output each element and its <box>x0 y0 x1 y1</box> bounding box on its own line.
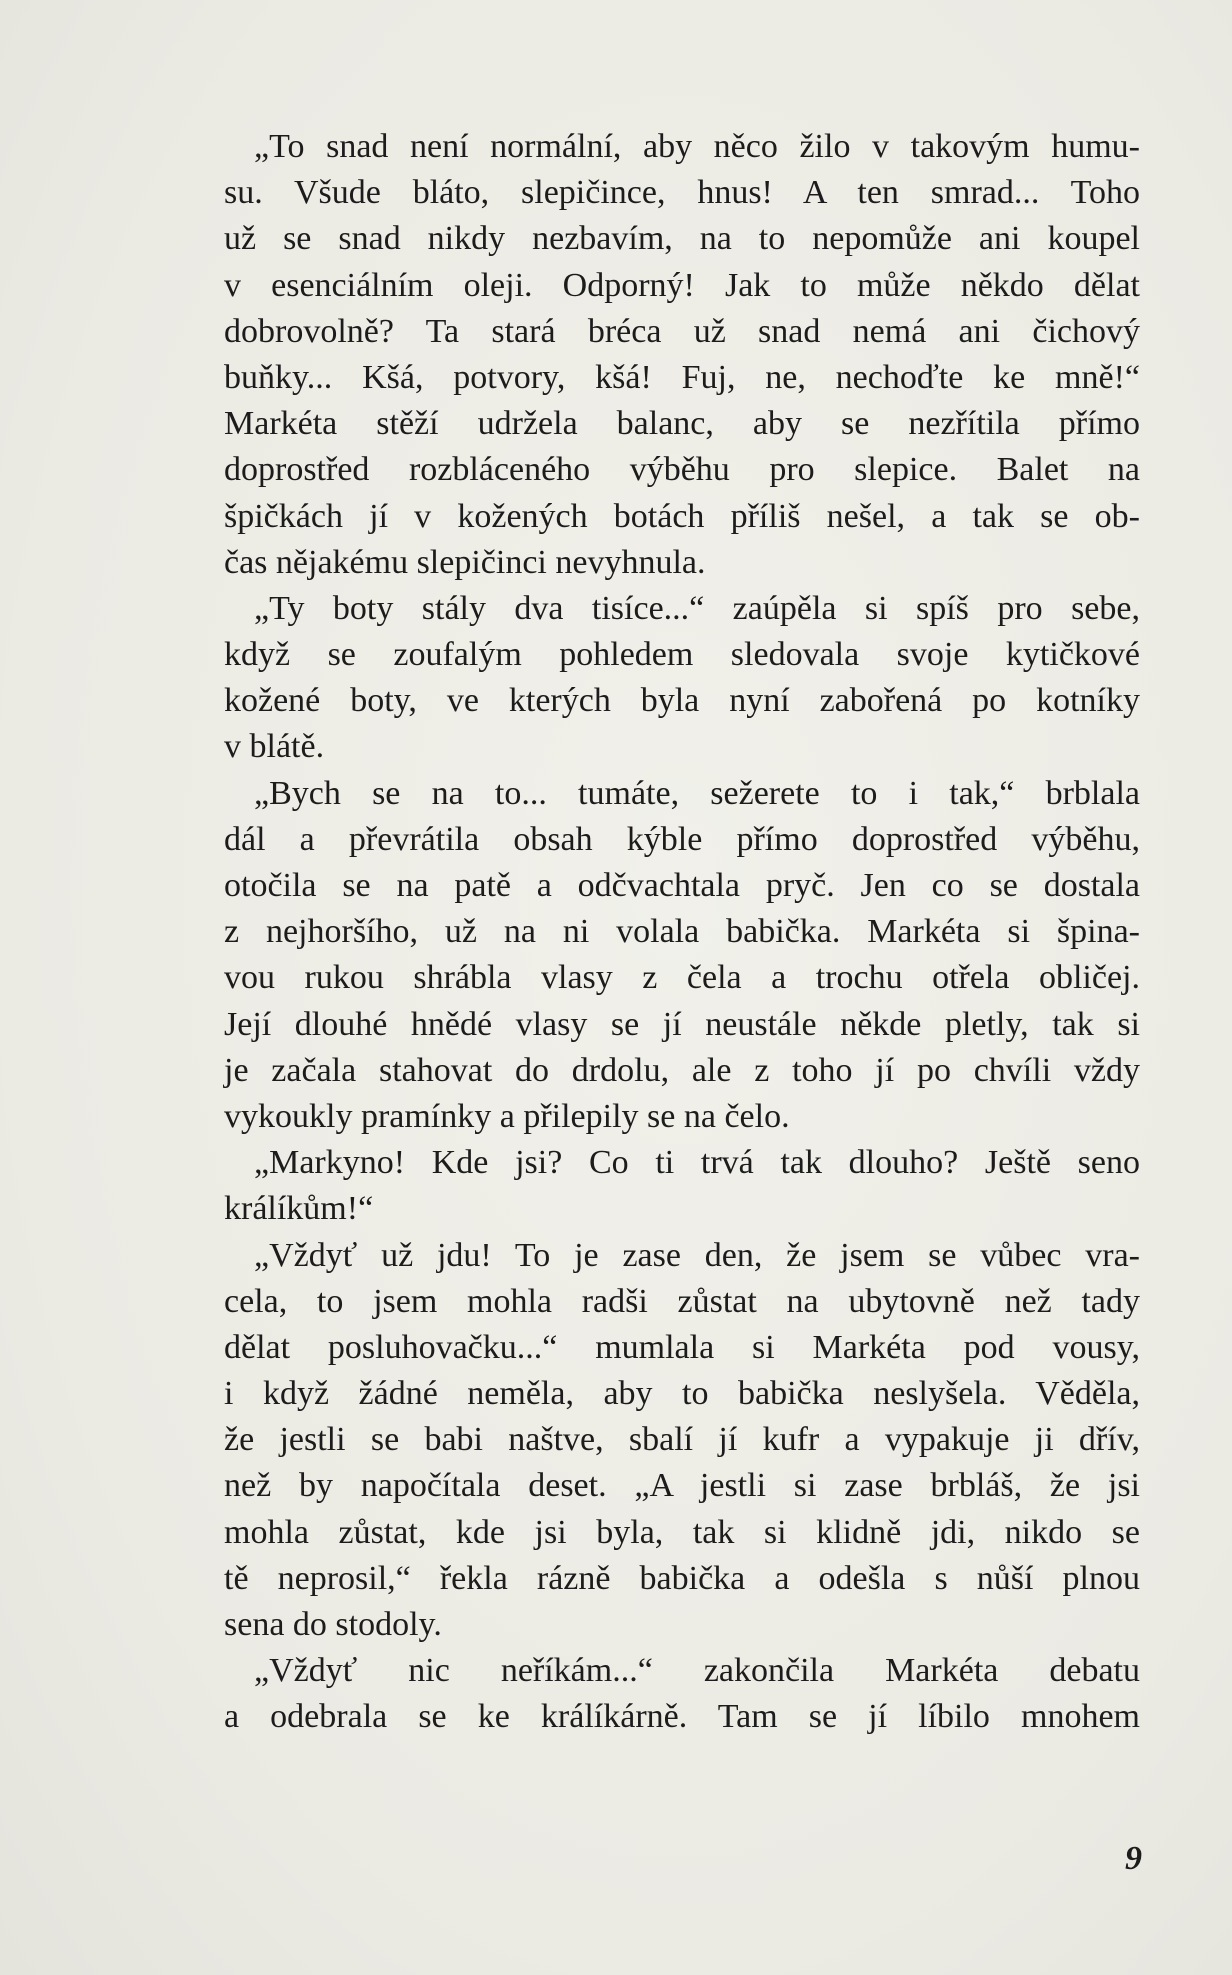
text-line: než by napočítala deset. „A jestli si zase brbláš, že jsi <box>224 1467 1140 1505</box>
text-line: vykoukly pramínky a přilepily se na čelo. <box>224 1097 790 1135</box>
text-line: buňky... Kšá, potvory, kšá! Fuj, ne, nechoďte ke mně!“ <box>224 358 1140 396</box>
text-line: a odebrala se ke králíkárně. Tam se jí líbilo mnohem <box>224 1698 1140 1736</box>
text-line: čas nějakému slepičinci nevyhnula. <box>224 543 706 581</box>
text-line: i když žádné neměla, aby to babička neslyšela. Věděla, <box>224 1375 1140 1413</box>
text-line: otočila se na patě a odčvachtala pryč. Jen co se dostala <box>224 867 1140 904</box>
text-line: dobrovolně? Ta stará bréca už snad nemá ani čichový <box>224 312 1140 350</box>
text-line: v esenciálním oleji. Odporný! Jak to může někdo dělat <box>224 266 1140 304</box>
text-line: tě neprosil,“ řekla rázně babička a odešla s nůší plnou <box>224 1559 1140 1597</box>
page-number: 9 <box>1125 1840 1142 1877</box>
text-line: z nejhoršího, už na ni volala babička. Markéta si špina- <box>224 913 1140 951</box>
text-line: su. Všude bláto, slepičince, hnus! A ten smrad... Toho <box>224 174 1140 212</box>
text-line: kožené boty, ve kterých byla nyní zabořená po kotníky <box>224 682 1140 720</box>
text-line: vou rukou shrábla vlasy z čela a trochu otřela obličej. <box>224 959 1140 997</box>
text-line: „Markyno! Kde jsi? Co ti trvá tak dlouho? Ještě seno <box>254 1144 1140 1182</box>
text-line: Markéta stěží udržela balanc, aby se nezřítila přímo <box>224 405 1140 443</box>
text-line: „Bych se na to... tumáte, sežerete to i tak,“ brblala <box>254 774 1140 812</box>
body-text <box>224 124 1140 1741</box>
text-line: cela, to jsem mohla radši zůstat na ubytovně než tady <box>224 1282 1140 1320</box>
text-line: v blátě. <box>224 728 325 766</box>
text-line: špičkách jí v kožených botách příliš nešel, a tak se ob- <box>224 497 1140 535</box>
text-line: dělat posluhovačku...“ mumlala si Markéta pod vousy, <box>224 1328 1140 1366</box>
text-line: „Vždyť nic neříkám...“ zakončila Markéta debatu <box>254 1652 1140 1690</box>
text-line: „Vždyť už jdu! To je zase den, že jsem se vůbec vra- <box>254 1236 1140 1274</box>
text-line: králíkům!“ <box>224 1190 374 1228</box>
text-line: je začala stahovat do drdolu, ale z toho jí po chvíli vždy <box>224 1051 1140 1089</box>
text-line: „To snad není normální, aby něco žilo v takovým humu- <box>254 128 1140 165</box>
text-line: sena do stodoly. <box>224 1606 442 1643</box>
text-line: „Ty boty stály dva tisíce...“ zaúpěla si spíš pro sebe, <box>254 589 1140 627</box>
text-line: když se zoufalým pohledem sledovala svoje kytičkové <box>224 636 1140 674</box>
text-line: doprostřed rozbláceného výběhu pro slepice. Balet na <box>224 451 1140 489</box>
text-line: dál a převrátila obsah kýble přímo doprostřed výběhu, <box>224 820 1140 858</box>
text-line: už se snad nikdy nezbavím, na to nepomůže ani koupel <box>224 220 1140 258</box>
text-line: že jestli se babi naštve, sbalí jí kufr a vypakuje ji dřív, <box>224 1421 1140 1459</box>
text-line: mohla zůstat, kde jsi byla, tak si klidně jdi, nikdo se <box>224 1513 1140 1551</box>
text-line: Její dlouhé hnědé vlasy se jí neustále někde pletly, tak si <box>224 1005 1140 1043</box>
